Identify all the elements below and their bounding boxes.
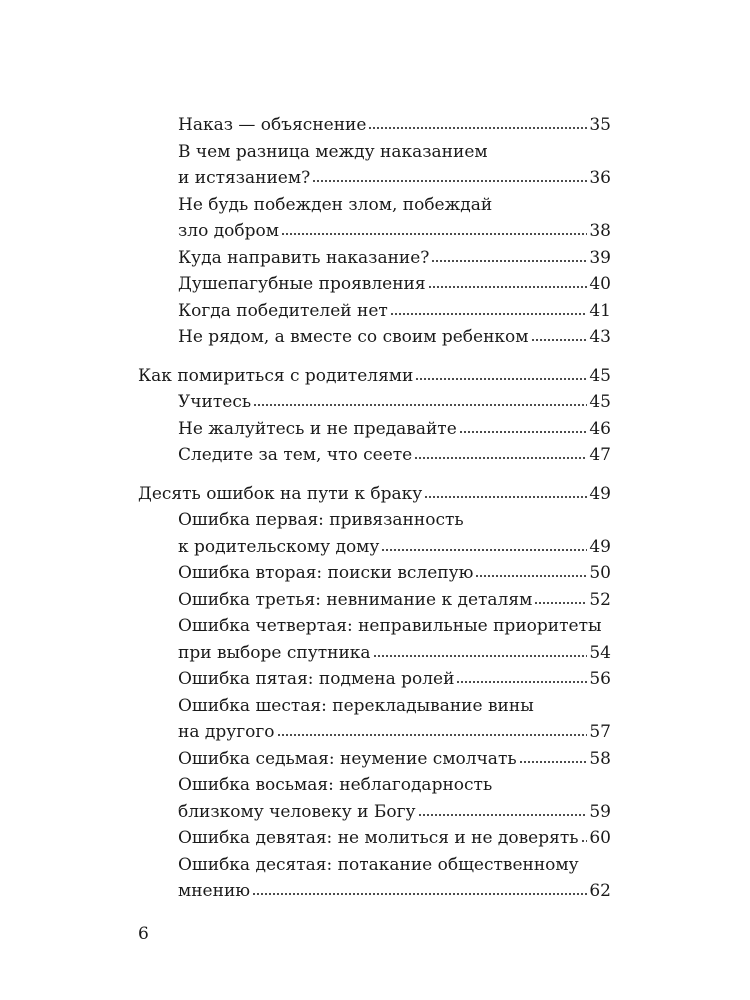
toc-entry-title-line: Ошибка четвертая: неправильные приоритеты — [178, 616, 602, 636]
toc-entry — [138, 139, 611, 192]
toc-entry-title: Как помириться с родителями — [138, 365, 414, 386]
toc-entry-title: зло добром — [178, 221, 279, 241]
toc-page-number: 60 — [589, 828, 611, 848]
toc-entry-title: Душепагубные проявления — [178, 274, 426, 294]
dot-leader — [281, 232, 587, 236]
toc-entry — [138, 507, 611, 560]
dot-leader — [277, 733, 588, 737]
dot-leader — [373, 654, 588, 658]
toc-entry-title: Не жалуйтесь и не предавайте — [178, 418, 457, 439]
toc-entry — [138, 693, 611, 746]
toc-entry-row — [178, 324, 611, 351]
toc-entry-row — [178, 640, 611, 667]
toc-entry-row — [178, 416, 611, 443]
toc-page-number: 39 — [589, 247, 611, 268]
toc-entry-row — [178, 560, 611, 587]
toc-entry-row — [178, 534, 611, 561]
toc-entry-row — [178, 442, 611, 469]
toc-entry-title: мнению — [178, 881, 251, 901]
toc-page-number: 49 — [589, 536, 611, 557]
toc-entry-title: Не рядом, а вместе со своим ребенком — [178, 327, 529, 347]
page-number: 6 — [138, 924, 149, 944]
dot-leader — [428, 285, 588, 289]
toc-page-number: 35 — [589, 115, 611, 135]
toc-page-number: 58 — [589, 748, 611, 769]
table-of-contents — [138, 112, 611, 905]
toc-entry-title: Куда направить наказание? — [178, 247, 430, 268]
toc-entry-title: Ошибка пятая: подмена ролей — [178, 669, 455, 689]
toc-entry — [138, 587, 611, 614]
toc-page-number: 52 — [589, 589, 611, 610]
toc-entry-title-line: Ошибка первая: привязанность — [178, 510, 464, 530]
toc-entry — [138, 613, 611, 666]
toc-entry-title-line: Ошибка шестая: перекладывание вины — [178, 695, 534, 716]
toc-entry-title-line: Ошибка десятая: потакание общественному — [178, 854, 579, 875]
toc-entry-title: Ошибка седьмая: неумение смолчать — [178, 748, 517, 769]
toc-section-entry — [138, 363, 611, 390]
toc-entry — [138, 666, 611, 693]
toc-entry-row — [138, 363, 611, 390]
toc-entry-row — [178, 666, 611, 693]
toc-entry-title: Когда победителей нет — [178, 300, 388, 321]
toc-entry — [138, 112, 611, 139]
toc-entry-title: близкому человеку и Богу — [178, 801, 416, 822]
dot-leader — [381, 548, 587, 552]
toc-entry — [138, 389, 611, 416]
dot-leader — [581, 839, 588, 843]
dot-leader — [459, 430, 588, 434]
toc-entry-title: Следите за тем, что сеете — [178, 445, 413, 465]
toc-entry-row — [178, 746, 611, 773]
toc-entry-title-line: Не будь побежден злом, побеждай — [178, 194, 493, 215]
toc-entry-row — [178, 298, 611, 325]
dot-leader — [312, 179, 587, 183]
toc-page-number: 47 — [589, 445, 611, 465]
toc-entry-title: Ошибка девятая: не молиться и не доверять — [178, 828, 579, 848]
dot-leader — [456, 680, 587, 684]
dot-leader — [252, 892, 587, 896]
dot-leader — [431, 259, 587, 263]
toc-entry — [138, 298, 611, 325]
toc-entry-title: Ошибка третья: невнимание к деталям — [178, 589, 533, 610]
toc-entry-title: на другого — [178, 722, 275, 742]
toc-page-number: 56 — [589, 669, 611, 689]
toc-page-number: 41 — [589, 300, 611, 321]
toc-entry-title-line: В чем разница между наказанием — [178, 141, 488, 162]
toc-entry-title: Наказ — объяснение — [178, 115, 367, 135]
toc-entry-title-line: Ошибка восьмая: неблагодарность — [178, 775, 493, 795]
toc-entry — [138, 772, 611, 825]
dot-leader — [531, 338, 588, 342]
toc-entry-row — [178, 587, 611, 614]
toc-entry-title: Десять ошибок на пути к браку — [138, 483, 423, 504]
dot-leader — [390, 312, 588, 316]
toc-entry — [138, 746, 611, 773]
toc-page-number: 49 — [589, 483, 611, 504]
toc-page-number: 45 — [589, 392, 611, 412]
toc-entry-title: при выборе спутника — [178, 642, 371, 663]
toc-page-number: 50 — [589, 563, 611, 583]
toc-page-number: 57 — [589, 722, 611, 742]
toc-entry-row — [178, 878, 611, 905]
toc-entry — [138, 324, 611, 351]
toc-entry — [138, 852, 611, 905]
toc-entry-row — [138, 481, 611, 508]
toc-page-number: 40 — [589, 274, 611, 294]
dot-leader — [253, 403, 587, 407]
toc-entry-row — [178, 799, 611, 826]
toc-page-number: 59 — [589, 801, 611, 822]
toc-page-number: 36 — [589, 168, 611, 188]
toc-entry — [138, 825, 611, 852]
dot-leader — [414, 456, 587, 460]
toc-entry — [138, 245, 611, 272]
dot-leader — [415, 377, 587, 381]
toc-section-entry — [138, 481, 611, 508]
toc-entry-title: Ошибка вторая: поиски вслепую — [178, 563, 474, 583]
toc-entry-row — [178, 218, 611, 245]
toc-page-number: 43 — [589, 327, 611, 347]
dot-leader — [519, 760, 588, 764]
toc-entry-title: Учитесь — [178, 392, 252, 412]
dot-leader — [368, 126, 587, 130]
toc-entry — [138, 192, 611, 245]
toc-entry — [138, 442, 611, 469]
dot-leader — [475, 574, 587, 578]
toc-page-number: 62 — [589, 881, 611, 901]
toc-page-number: 46 — [589, 418, 611, 439]
toc-entry-row — [178, 112, 611, 139]
toc-entry-row — [178, 245, 611, 272]
toc-entry-row — [178, 165, 611, 192]
toc-entry-row — [178, 825, 611, 852]
toc-page-number: 54 — [589, 642, 611, 663]
toc-entry — [138, 416, 611, 443]
toc-page-number: 38 — [589, 221, 611, 241]
toc-entry — [138, 560, 611, 587]
toc-entry-title: к родительскому дому — [178, 536, 380, 557]
toc-entry — [138, 271, 611, 298]
dot-leader — [418, 813, 588, 817]
toc-entry-row — [178, 389, 611, 416]
toc-entry-row — [178, 719, 611, 746]
dot-leader — [424, 495, 587, 499]
toc-entry-title: и истязанием? — [178, 168, 311, 188]
dot-leader — [534, 601, 587, 605]
toc-entry-row — [178, 271, 611, 298]
toc-page-number: 45 — [589, 365, 611, 386]
